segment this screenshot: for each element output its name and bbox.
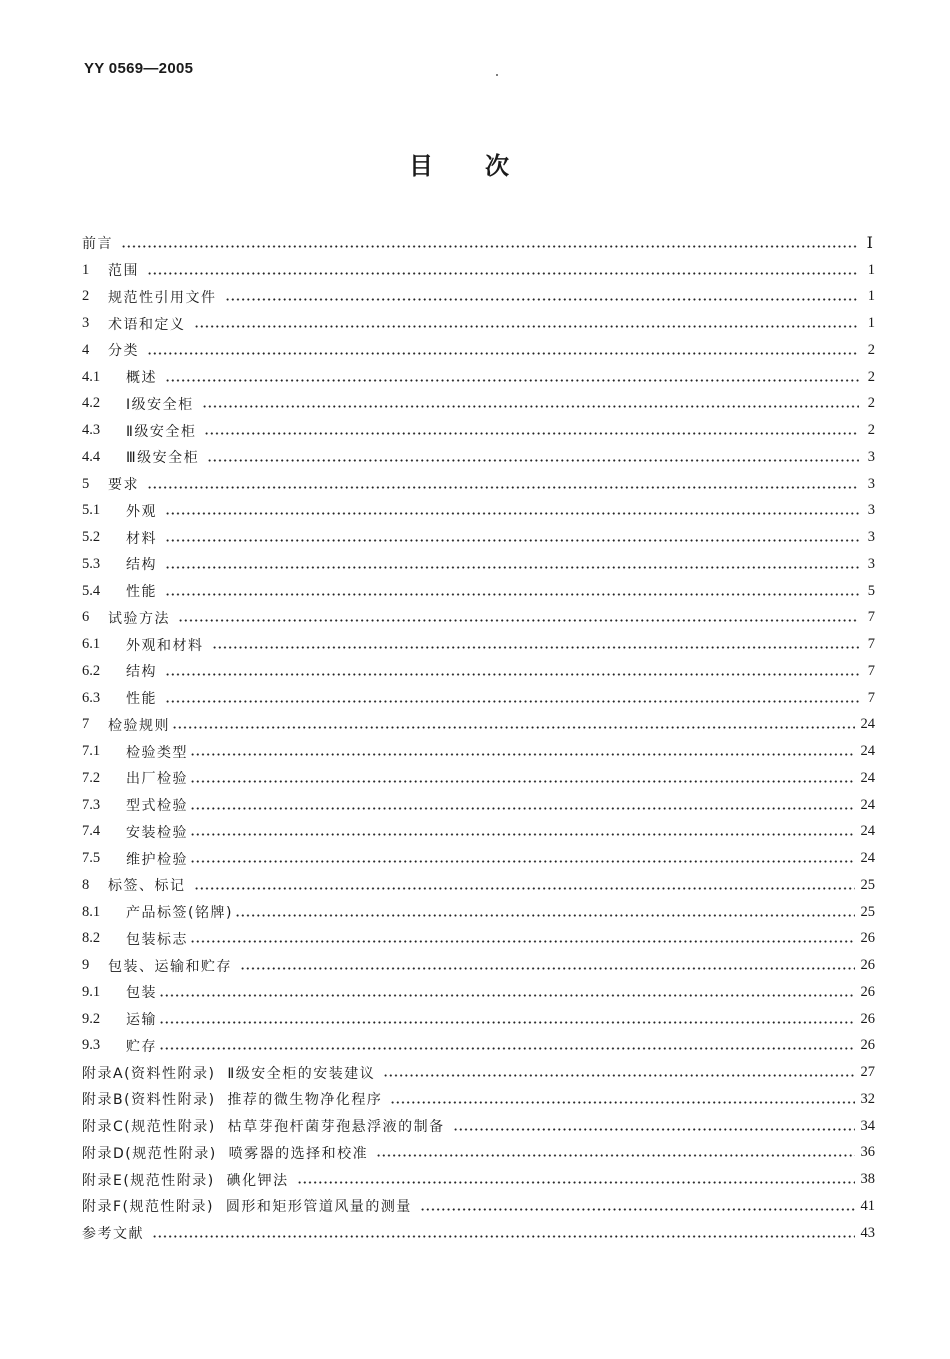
toc-entry-7-1[interactable] bbox=[82, 738, 875, 765]
toc-entry-appendix-b[interactable] bbox=[82, 1086, 875, 1113]
toc-entry-6-2[interactable] bbox=[82, 658, 875, 685]
toc-entry-number: 7 bbox=[82, 716, 90, 733]
dot-leader bbox=[165, 566, 859, 569]
toc-entry-label: 附录F(规范性附录) 圆形和矩形管道风量的测量 bbox=[82, 1199, 412, 1216]
toc-entry-label: 性能 bbox=[126, 584, 157, 601]
toc-entry-appendix-e[interactable] bbox=[82, 1166, 875, 1193]
toc-entry-page: 7 bbox=[867, 662, 875, 679]
toc-entry-page: 26 bbox=[860, 1037, 875, 1054]
toc-entry-number: 1 bbox=[82, 261, 90, 278]
toc-entry-page: 3 bbox=[867, 529, 875, 546]
toc-entry-page: 3 bbox=[867, 475, 875, 492]
toc-entry-label: 检验类型 bbox=[126, 744, 188, 761]
toc-entry-label: 外观 bbox=[126, 503, 157, 520]
toc-entry-3[interactable] bbox=[82, 310, 875, 337]
dot-leader bbox=[235, 914, 855, 917]
toc-entry-page: 26 bbox=[860, 957, 875, 974]
toc-entry-label: 包装、运输和贮存 bbox=[108, 958, 232, 975]
dot-leader bbox=[159, 994, 855, 997]
toc-entry-number: 7.3 bbox=[82, 796, 101, 813]
toc-entry-label: 附录B(资料性附录) 推荐的微生物净化程序 bbox=[82, 1092, 383, 1109]
toc-entry-page: 38 bbox=[860, 1171, 875, 1188]
toc-entry-page: 7 bbox=[867, 689, 875, 706]
toc-entry-label: 标签、标记 bbox=[108, 878, 186, 895]
toc-entry-label: 前言 bbox=[82, 236, 113, 253]
toc-entry-page: 36 bbox=[860, 1144, 875, 1161]
toc-entry-6-1[interactable] bbox=[82, 631, 875, 658]
toc-entry-7-4[interactable] bbox=[82, 819, 875, 846]
dot-leader bbox=[165, 379, 859, 382]
toc-entry-label: 附录A(资料性附录) Ⅱ级安全柜的安装建议 bbox=[82, 1065, 376, 1082]
toc-entry-page: 3 bbox=[867, 448, 875, 465]
dot-leader bbox=[240, 967, 855, 970]
toc-entry-number: 8.1 bbox=[82, 903, 101, 920]
toc-entry-references[interactable] bbox=[82, 1220, 875, 1247]
toc-entry-9-2[interactable] bbox=[82, 1006, 875, 1033]
table-of-contents bbox=[82, 230, 875, 1247]
toc-entry-label: Ⅱ级安全柜 bbox=[126, 423, 197, 440]
toc-entry-label: 要求 bbox=[108, 477, 139, 494]
toc-entry-label: 包装标志 bbox=[126, 931, 188, 948]
toc-entry-7[interactable] bbox=[82, 712, 875, 739]
dot-leader bbox=[194, 325, 860, 328]
toc-title: 目次 bbox=[409, 152, 561, 180]
toc-entry-page: 2 bbox=[867, 395, 875, 412]
dot-leader bbox=[225, 298, 860, 301]
dot-leader bbox=[190, 807, 855, 810]
toc-entry-page: 25 bbox=[860, 876, 875, 893]
toc-entry-page: 27 bbox=[860, 1064, 875, 1081]
toc-entry-number: 5.1 bbox=[82, 502, 101, 519]
dot-leader bbox=[297, 1181, 855, 1184]
toc-entry-page: 2 bbox=[867, 368, 875, 385]
toc-entry-8-2[interactable] bbox=[82, 926, 875, 953]
toc-entry-page: 3 bbox=[867, 555, 875, 572]
toc-entry-page: 1 bbox=[867, 261, 875, 278]
toc-entry-2[interactable] bbox=[82, 284, 875, 311]
toc-entry-label: 贮存 bbox=[126, 1038, 157, 1055]
toc-entry-label: 结构 bbox=[126, 664, 157, 681]
toc-entry-page: 1 bbox=[867, 288, 875, 305]
toc-entry-number: 7.5 bbox=[82, 850, 101, 867]
toc-entry-number: 8 bbox=[82, 876, 90, 893]
dot-leader bbox=[165, 700, 859, 703]
toc-entry-appendix-a[interactable] bbox=[82, 1059, 875, 1086]
toc-entry-label: 结构 bbox=[126, 557, 157, 574]
toc-entry-label: 安装检验 bbox=[126, 824, 188, 841]
toc-entry-page: 26 bbox=[860, 1010, 875, 1027]
toc-entry-8-1[interactable] bbox=[82, 899, 875, 926]
toc-entry-4-3[interactable] bbox=[82, 417, 875, 444]
dot-leader bbox=[159, 1047, 855, 1050]
toc-entry-1[interactable] bbox=[82, 257, 875, 284]
toc-entry-page: 34 bbox=[860, 1117, 875, 1134]
toc-entry-number: 6.1 bbox=[82, 636, 101, 653]
dot-leader bbox=[190, 833, 855, 836]
toc-entry-appendix-d[interactable] bbox=[82, 1140, 875, 1167]
toc-entry-label: 分类 bbox=[108, 343, 139, 360]
toc-entry-number: 7.1 bbox=[82, 743, 101, 760]
toc-entry-number: 5.2 bbox=[82, 529, 101, 546]
toc-entry-page: 32 bbox=[860, 1090, 875, 1107]
toc-entry-number: 5.4 bbox=[82, 582, 101, 599]
toc-entry-6[interactable] bbox=[82, 605, 875, 632]
toc-entry-number: 4.2 bbox=[82, 395, 101, 412]
toc-entry-page: 24 bbox=[860, 769, 875, 786]
dot-leader bbox=[383, 1074, 854, 1077]
dot-leader bbox=[190, 780, 855, 783]
dot-leader bbox=[453, 1128, 855, 1131]
toc-entry-page: 24 bbox=[860, 716, 875, 733]
toc-entry-4-4[interactable] bbox=[82, 444, 875, 471]
toc-entry-number: 4 bbox=[82, 341, 90, 358]
dot-leader bbox=[147, 272, 859, 275]
toc-entry-foreword[interactable] bbox=[82, 230, 875, 257]
toc-entry-number: 4.1 bbox=[82, 368, 101, 385]
toc-entry-page: 1 bbox=[867, 315, 875, 332]
toc-entry-6-3[interactable] bbox=[82, 685, 875, 712]
toc-entry-number: 6 bbox=[82, 609, 90, 626]
scan-speck bbox=[496, 74, 498, 76]
toc-entry-number: 6.2 bbox=[82, 662, 101, 679]
toc-entry-page: 43 bbox=[860, 1224, 875, 1241]
toc-entry-number: 5 bbox=[82, 475, 90, 492]
toc-entry-page: 7 bbox=[867, 636, 875, 653]
toc-entry-number: 8.2 bbox=[82, 930, 101, 947]
toc-entry-number: 7.2 bbox=[82, 769, 101, 786]
toc-entry-page: 2 bbox=[867, 422, 875, 439]
toc-entry-page: 24 bbox=[860, 823, 875, 840]
toc-entry-label: 检验规则 bbox=[108, 717, 170, 734]
toc-entry-4[interactable] bbox=[82, 337, 875, 364]
toc-entry-label: 产品标签(铭牌) bbox=[126, 905, 233, 922]
toc-entry-number: 7.4 bbox=[82, 823, 101, 840]
dot-leader bbox=[178, 619, 859, 622]
toc-entry-page: 26 bbox=[860, 983, 875, 1000]
toc-entry-9-1[interactable] bbox=[82, 979, 875, 1006]
toc-entry-number: 9 bbox=[82, 957, 90, 974]
toc-entry-label: 外观和材料 bbox=[126, 637, 204, 654]
toc-entry-label: 概述 bbox=[126, 370, 157, 387]
toc-entry-label: 附录E(规范性附录) 碘化钾法 bbox=[82, 1172, 289, 1189]
toc-entry-page: 26 bbox=[860, 930, 875, 947]
dot-leader bbox=[207, 459, 859, 462]
toc-entry-label: 试验方法 bbox=[108, 610, 170, 627]
dot-leader bbox=[172, 726, 855, 729]
toc-entry-number: 3 bbox=[82, 315, 90, 332]
toc-entry-number: 9.1 bbox=[82, 983, 101, 1000]
dot-leader bbox=[165, 512, 859, 515]
toc-entry-number: 2 bbox=[82, 288, 90, 305]
toc-entry-page: 24 bbox=[860, 796, 875, 813]
toc-entry-label: 材料 bbox=[126, 530, 157, 547]
toc-entry-number: 4.4 bbox=[82, 448, 101, 465]
toc-entry-label: Ⅲ级安全柜 bbox=[126, 450, 200, 467]
dot-leader bbox=[190, 860, 855, 863]
toc-entry-5-1[interactable] bbox=[82, 498, 875, 525]
toc-entry-page: 7 bbox=[867, 609, 875, 626]
toc-entry-7-5[interactable] bbox=[82, 845, 875, 872]
toc-entry-5[interactable] bbox=[82, 471, 875, 498]
toc-entry-label: 运输 bbox=[126, 1012, 157, 1029]
dot-leader bbox=[147, 486, 859, 489]
toc-entry-5-3[interactable] bbox=[82, 551, 875, 578]
dot-leader bbox=[420, 1208, 855, 1211]
dot-leader bbox=[212, 646, 860, 649]
dot-leader bbox=[190, 753, 855, 756]
toc-entry-label: 维护检验 bbox=[126, 851, 188, 868]
dot-leader bbox=[202, 405, 859, 408]
toc-entry-number: 5.3 bbox=[82, 555, 101, 572]
toc-entry-8[interactable] bbox=[82, 872, 875, 899]
toc-entry-label: Ⅰ级安全柜 bbox=[126, 396, 194, 413]
toc-entry-label: 术语和定义 bbox=[108, 316, 186, 333]
toc-entry-label: 附录C(规范性附录) 枯草芽孢杆菌芽孢悬浮液的制备 bbox=[82, 1119, 445, 1136]
toc-entry-4-1[interactable] bbox=[82, 364, 875, 391]
toc-entry-page: 2 bbox=[867, 341, 875, 358]
toc-entry-page: 25 bbox=[860, 903, 875, 920]
dot-leader bbox=[376, 1154, 854, 1157]
dot-leader bbox=[390, 1101, 854, 1104]
dot-leader bbox=[165, 593, 859, 596]
dot-leader bbox=[159, 1021, 855, 1024]
toc-entry-label: 包装 bbox=[126, 985, 157, 1002]
toc-entry-number: 6.3 bbox=[82, 689, 101, 706]
toc-entry-number: 4.3 bbox=[82, 422, 101, 439]
toc-entry-9-3[interactable] bbox=[82, 1033, 875, 1060]
dot-leader bbox=[152, 1235, 855, 1238]
dot-leader bbox=[121, 245, 857, 248]
toc-entry-7-3[interactable] bbox=[82, 792, 875, 819]
document-code: YY 0569—2005 bbox=[84, 60, 194, 77]
toc-entry-appendix-f[interactable] bbox=[82, 1193, 875, 1220]
toc-entry-page: 41 bbox=[860, 1197, 875, 1214]
toc-entry-label: 参考文献 bbox=[82, 1226, 144, 1243]
toc-entry-page: Ⅰ bbox=[866, 235, 873, 253]
dot-leader bbox=[165, 539, 859, 542]
toc-entry-label: 附录D(规范性附录) 喷雾器的选择和校准 bbox=[82, 1145, 369, 1162]
toc-entry-page: 5 bbox=[867, 582, 875, 599]
toc-entry-appendix-c[interactable] bbox=[82, 1113, 875, 1140]
toc-entry-label: 规范性引用文件 bbox=[108, 289, 217, 306]
toc-entry-label: 范围 bbox=[108, 263, 139, 280]
toc-entry-9[interactable] bbox=[82, 952, 875, 979]
dot-leader bbox=[190, 940, 855, 943]
toc-entry-label: 型式检验 bbox=[126, 798, 188, 815]
toc-entry-page: 3 bbox=[867, 502, 875, 519]
toc-entry-page: 24 bbox=[860, 850, 875, 867]
toc-entry-5-2[interactable] bbox=[82, 524, 875, 551]
toc-entry-number: 9.2 bbox=[82, 1010, 101, 1027]
toc-entry-4-2[interactable] bbox=[82, 391, 875, 418]
toc-entry-7-2[interactable] bbox=[82, 765, 875, 792]
toc-entry-label: 出厂检验 bbox=[126, 771, 188, 788]
toc-entry-number: 9.3 bbox=[82, 1037, 101, 1054]
dot-leader bbox=[147, 352, 859, 355]
dot-leader bbox=[194, 887, 855, 890]
toc-entry-label: 性能 bbox=[126, 691, 157, 708]
dot-leader bbox=[165, 673, 859, 676]
dot-leader bbox=[204, 432, 859, 435]
toc-entry-5-4[interactable] bbox=[82, 578, 875, 605]
toc-entry-page: 24 bbox=[860, 743, 875, 760]
